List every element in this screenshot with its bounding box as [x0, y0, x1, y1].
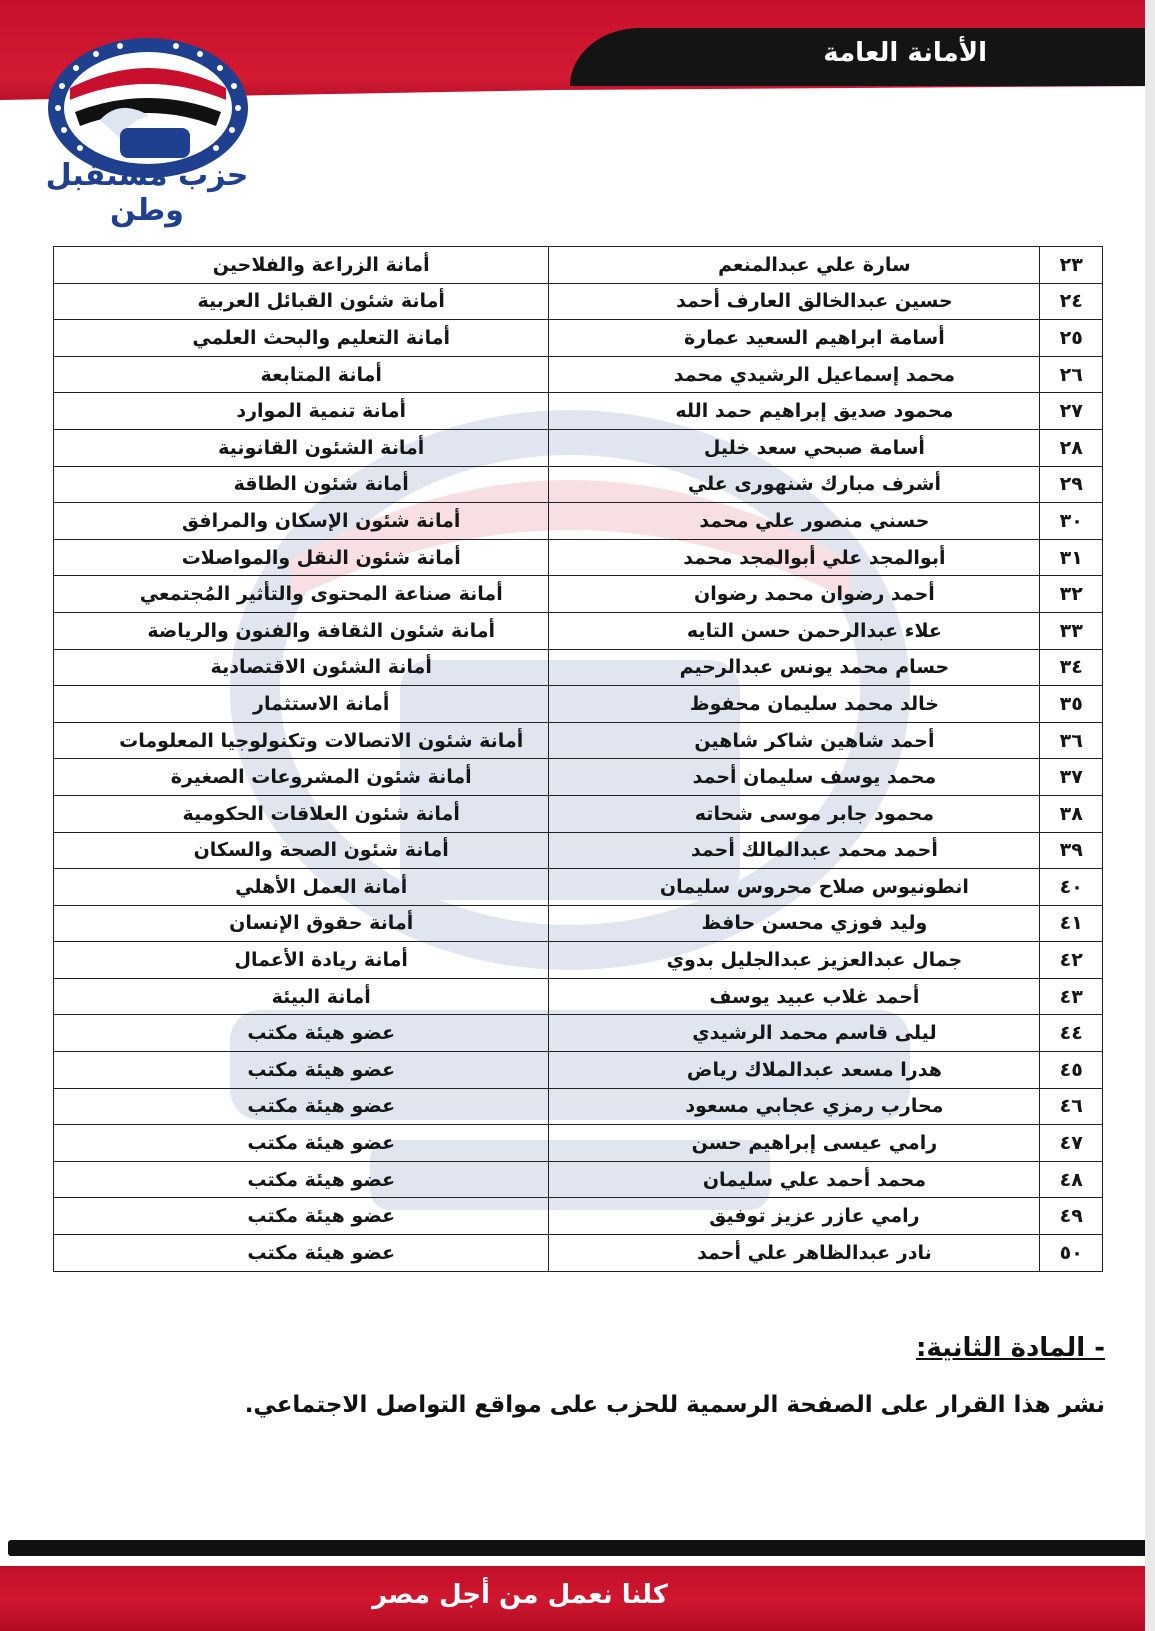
row-number: ٢٦ [1040, 356, 1103, 393]
member-role: أمانة البيئة [54, 978, 549, 1015]
row-number: ٥٠ [1040, 1235, 1103, 1272]
row-number: ٤٩ [1040, 1198, 1103, 1235]
member-name: ليلى قاسم محمد الرشيدي [549, 1015, 1040, 1052]
member-role: أمانة شئون القبائل العربية [54, 283, 549, 320]
member-name: أسامة صبحي سعد خليل [549, 429, 1040, 466]
member-name: أشرف مبارك شنهورى علي [549, 466, 1040, 503]
member-role: أمانة شئون المشروعات الصغيرة [54, 759, 549, 796]
member-name: رامي عازر عزيز توفيق [549, 1198, 1040, 1235]
row-number: ٤٨ [1040, 1161, 1103, 1198]
page-edge [1145, 0, 1155, 1631]
member-name: محارب رمزي عجابي مسعود [549, 1088, 1040, 1125]
row-number: ٣١ [1040, 539, 1103, 576]
member-name: محمد أحمد علي سليمان [549, 1161, 1040, 1198]
table-row [54, 1125, 1103, 1162]
row-number: ٣٦ [1040, 722, 1103, 759]
row-number: ٢٨ [1040, 429, 1103, 466]
table-row [54, 978, 1103, 1015]
footer-divider [8, 1540, 1148, 1556]
member-role: أمانة الشئون القانونية [54, 429, 549, 466]
member-role: أمانة المتابعة [54, 356, 549, 393]
row-number: ٢٩ [1040, 466, 1103, 503]
member-name: رامي عيسى إبراهيم حسن [549, 1125, 1040, 1162]
member-role: أمانة شئون الإسكان والمرافق [54, 503, 549, 540]
row-number: ٤١ [1040, 905, 1103, 942]
table-row [54, 1088, 1103, 1125]
logo-text: حزب مستقبل وطن [45, 158, 249, 228]
row-number: ٤٠ [1040, 869, 1103, 906]
member-role: عضو هيئة مكتب [54, 1052, 549, 1089]
member-name: هدرا مسعد عبدالملاك رياض [549, 1052, 1040, 1089]
table-row [54, 1161, 1103, 1198]
member-role: أمانة الزراعة والفلاحين [54, 247, 549, 284]
member-name: انطونيوس صلاح محروس سليمان [549, 869, 1040, 906]
member-name: محمود جابر موسى شحاته [549, 795, 1040, 832]
member-role: عضو هيئة مكتب [54, 1161, 549, 1198]
row-number: ٣٤ [1040, 649, 1103, 686]
row-number: ٣٢ [1040, 576, 1103, 613]
row-number: ٢٤ [1040, 283, 1103, 320]
member-role: أمانة شئون الاتصالات وتكنولوجيا المعلومات [54, 722, 549, 759]
member-name: أبوالمجد علي أبوالمجد محمد [549, 539, 1040, 576]
row-number: ٤٤ [1040, 1015, 1103, 1052]
table-row [54, 1015, 1103, 1052]
table-row [54, 832, 1103, 869]
table-row [54, 869, 1103, 906]
member-name: محمود صديق إبراهيم حمد الله [549, 393, 1040, 430]
table-row [54, 795, 1103, 832]
member-role: أمانة الشئون الاقتصادية [54, 649, 549, 686]
row-number: ٣٣ [1040, 612, 1103, 649]
member-role: عضو هيئة مكتب [54, 1198, 549, 1235]
member-role: أمانة العمل الأهلي [54, 869, 549, 906]
member-name: خالد محمد سليمان محفوظ [549, 686, 1040, 723]
member-role: عضو هيئة مكتب [54, 1235, 549, 1272]
table-row [54, 1198, 1103, 1235]
member-name: حسني منصور علي محمد [549, 503, 1040, 540]
row-number: ٢٣ [1040, 247, 1103, 284]
page-title: الأمانة العامة [823, 38, 987, 68]
row-number: ٣٠ [1040, 503, 1103, 540]
table-row [54, 1052, 1103, 1089]
table-row [54, 429, 1103, 466]
row-number: ٤٣ [1040, 978, 1103, 1015]
row-number: ٢٥ [1040, 320, 1103, 357]
member-role: عضو هيئة مكتب [54, 1015, 549, 1052]
row-number: ٤٥ [1040, 1052, 1103, 1089]
member-role: أمانة شئون الثقافة والفنون والرياضة [54, 612, 549, 649]
member-name: جمال عبدالعزيز عبدالجليل بدوي [549, 942, 1040, 979]
member-role: أمانة شئون الطاقة [54, 466, 549, 503]
table-row [54, 759, 1103, 796]
table-row [54, 539, 1103, 576]
row-number: ٣٥ [1040, 686, 1103, 723]
table-row [54, 283, 1103, 320]
member-name: محمد يوسف سليمان أحمد [549, 759, 1040, 796]
table-row [54, 393, 1103, 430]
table-row [54, 320, 1103, 357]
row-number: ٤٢ [1040, 942, 1103, 979]
table-row [54, 942, 1103, 979]
member-name: أحمد رضوان محمد رضوان [549, 576, 1040, 613]
table-row [54, 722, 1103, 759]
member-name: أحمد غلاب عبيد يوسف [549, 978, 1040, 1015]
member-name: علاء عبدالرحمن حسن التايه [549, 612, 1040, 649]
member-name: محمد إسماعيل الرشيدي محمد [549, 356, 1040, 393]
member-name: نادر عبدالظاهر علي أحمد [549, 1235, 1040, 1272]
table-row [54, 576, 1103, 613]
row-number: ٢٧ [1040, 393, 1103, 430]
table-row [54, 1235, 1103, 1272]
member-name: أحمد محمد عبدالمالك أحمد [549, 832, 1040, 869]
member-name: وليد فوزي محسن حافظ [549, 905, 1040, 942]
member-role: عضو هيئة مكتب [54, 1125, 549, 1162]
row-number: ٣٩ [1040, 832, 1103, 869]
row-number: ٤٦ [1040, 1088, 1103, 1125]
row-number: ٤٧ [1040, 1125, 1103, 1162]
article-two-title: - المادة الثانية: [915, 1333, 1105, 1363]
member-role: أمانة التعليم والبحث العلمي [54, 320, 549, 357]
member-role: أمانة شئون الصحة والسكان [54, 832, 549, 869]
member-name: سارة علي عبدالمنعم [549, 247, 1040, 284]
member-role: أمانة تنمية الموارد [54, 393, 549, 430]
table-row [54, 686, 1103, 723]
member-role: أمانة صناعة المحتوى والتأثير المُجتمعي [54, 576, 549, 613]
members-table [53, 246, 1103, 1272]
article-two-body: نشر هذا القرار على الصفحة الرسمية للحزب على مواقع التواصل الاجتماعي. [244, 1392, 1105, 1418]
member-role: أمانة حقوق الإنسان [54, 905, 549, 942]
row-number: ٣٨ [1040, 795, 1103, 832]
table-row [54, 247, 1103, 284]
member-name: حسين عبدالخالق العارف أحمد [549, 283, 1040, 320]
member-role: عضو هيئة مكتب [54, 1088, 549, 1125]
row-number: ٣٧ [1040, 759, 1103, 796]
member-role: أمانة ريادة الأعمال [54, 942, 549, 979]
table-row [54, 356, 1103, 393]
member-name: أسامة ابراهيم السعيد عمارة [549, 320, 1040, 357]
member-role: أمانة الاستثمار [54, 686, 549, 723]
table-row [54, 649, 1103, 686]
footer-slogan: كلنا نعمل من أجل مصر [372, 1580, 668, 1610]
table-row [54, 466, 1103, 503]
table-row [54, 503, 1103, 540]
member-role: أمانة شئون النقل والمواصلات [54, 539, 549, 576]
member-role: أمانة شئون العلاقات الحكومية [54, 795, 549, 832]
member-name: أحمد شاهين شاكر شاهين [549, 722, 1040, 759]
member-name: حسام محمد يونس عبدالرحيم [549, 649, 1040, 686]
table-row [54, 905, 1103, 942]
table-row [54, 612, 1103, 649]
